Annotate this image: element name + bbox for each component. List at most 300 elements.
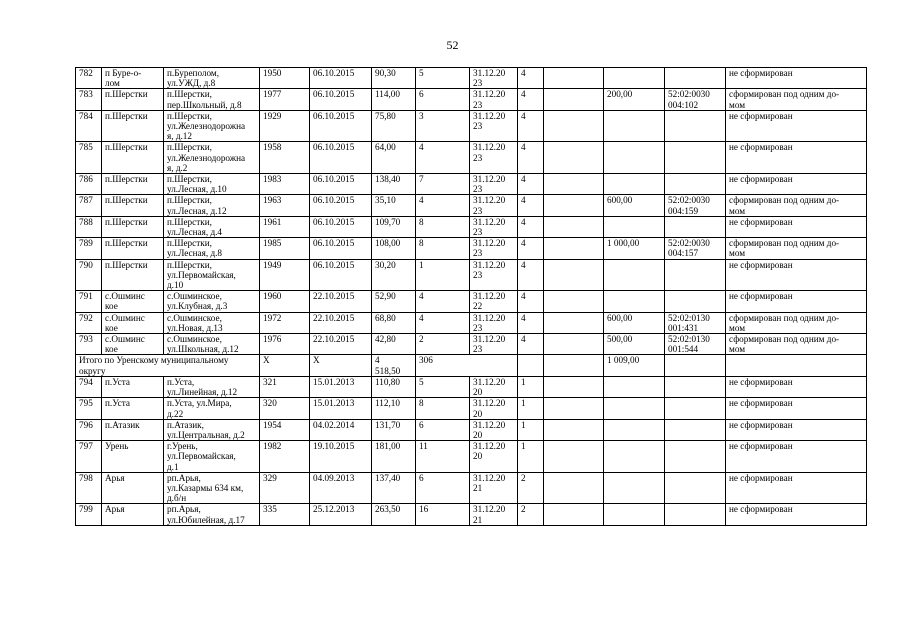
status-cell bbox=[726, 355, 867, 376]
stage-cell: 4 bbox=[518, 174, 544, 195]
term-cell-line: 31.12.20 bbox=[473, 216, 506, 227]
address-cell-line: пер.Школьный, д.8 bbox=[167, 99, 242, 110]
term-cell-line: 31.12.20 bbox=[473, 142, 506, 153]
address-cell-line: ул.Железнодорожна bbox=[167, 121, 246, 132]
date-cell: 06.10.2015 bbox=[310, 142, 372, 174]
term-cell-line: 31.12.20 bbox=[473, 376, 506, 387]
address-cell-line: ул.УЖД, д.8 bbox=[167, 78, 216, 89]
term-cell-line: 21 bbox=[473, 514, 483, 525]
cost-cell bbox=[604, 419, 665, 440]
term-cell-line: 23 bbox=[473, 322, 483, 333]
locality-cell bbox=[102, 398, 164, 419]
term-cell bbox=[470, 334, 518, 355]
area-cell: 90,30 bbox=[372, 68, 416, 89]
status-cell bbox=[726, 142, 867, 174]
total-label-cell-line: Итого по Уренскому муниципальному bbox=[79, 355, 229, 366]
address-cell bbox=[164, 472, 260, 504]
row-number-cell: 793 bbox=[76, 334, 102, 355]
cost-cell bbox=[604, 68, 665, 89]
area-cell: 110,80 bbox=[372, 376, 416, 397]
table-row bbox=[76, 89, 867, 110]
locality-cell bbox=[102, 238, 164, 259]
date-cell: 22.10.2015 bbox=[310, 334, 372, 355]
cadastral-cell-line: 001:431 bbox=[668, 322, 699, 333]
address-cell bbox=[164, 398, 260, 419]
total-label-cell bbox=[76, 355, 260, 376]
empty-cell bbox=[544, 68, 604, 89]
year-cell: 1950 bbox=[260, 68, 310, 89]
row-number-cell: 795 bbox=[76, 398, 102, 419]
table-row bbox=[76, 68, 867, 89]
stage-cell: 4 bbox=[518, 195, 544, 216]
address-cell-line: д.10 bbox=[167, 280, 184, 291]
address-cell-line: п.Атазик, bbox=[167, 419, 204, 430]
area-cell: 138,40 bbox=[372, 174, 416, 195]
term-cell bbox=[470, 376, 518, 397]
persons-cell: 6 bbox=[416, 472, 470, 504]
persons-cell: 1 bbox=[416, 259, 470, 291]
row-number-cell: 788 bbox=[76, 216, 102, 237]
cadastral-cell-line: 52:02:0030 bbox=[668, 238, 710, 249]
term-cell-line: 31.12.20 bbox=[473, 259, 506, 270]
year-cell: 1929 bbox=[260, 110, 310, 142]
persons-cell: 7 bbox=[416, 174, 470, 195]
area-cell: 68,80 bbox=[372, 312, 416, 333]
date-cell: 06.10.2015 bbox=[310, 68, 372, 89]
area-cell: 109,70 bbox=[372, 216, 416, 237]
locality-cell-line: п.Шерстки bbox=[105, 110, 148, 121]
status-cell-line: не сформирован bbox=[729, 419, 793, 430]
cadastral-cell bbox=[665, 441, 726, 473]
persons-cell: 11 bbox=[416, 441, 470, 473]
term-cell-line: 20 bbox=[473, 408, 483, 419]
empty-cell bbox=[544, 174, 604, 195]
area-cell: 114,00 bbox=[372, 89, 416, 110]
address-cell-line: п.Шерстки, bbox=[167, 142, 212, 153]
address-cell bbox=[164, 142, 260, 174]
year-cell: 335 bbox=[260, 504, 310, 525]
term-cell-line: 31.12.20 bbox=[473, 334, 506, 345]
table-row bbox=[76, 238, 867, 259]
cost-cell bbox=[604, 174, 665, 195]
status-cell bbox=[726, 334, 867, 355]
table-row bbox=[76, 142, 867, 174]
term-cell-line: 21 bbox=[473, 482, 483, 493]
term-cell-line: 23 bbox=[473, 78, 483, 89]
status-cell bbox=[726, 259, 867, 291]
cadastral-cell bbox=[665, 376, 726, 397]
status-cell-line: сформирован под одним до- bbox=[729, 334, 840, 345]
term-cell-line: 31.12.20 bbox=[473, 195, 506, 206]
term-cell-line: 23 bbox=[473, 121, 483, 132]
locality-cell-line: Арья bbox=[105, 472, 125, 483]
empty-cell bbox=[544, 259, 604, 291]
term-cell-line: 31.12.20 bbox=[473, 174, 506, 185]
term-cell-line: 31.12.20 bbox=[473, 291, 506, 302]
status-cell-line: мом bbox=[729, 344, 746, 355]
cadastral-cell bbox=[665, 291, 726, 312]
date-cell: 06.10.2015 bbox=[310, 110, 372, 142]
locality-cell bbox=[102, 68, 164, 89]
locality-cell bbox=[102, 419, 164, 440]
address-cell-line: ул.Линейная, д.12 bbox=[167, 387, 238, 398]
date-cell: 22.10.2015 bbox=[310, 291, 372, 312]
address-cell-line: ул.Первомайская, bbox=[167, 269, 236, 280]
term-cell bbox=[470, 174, 518, 195]
date-cell: 06.10.2015 bbox=[310, 238, 372, 259]
date-cell: 06.10.2015 bbox=[310, 195, 372, 216]
address-cell-line: п.Шерстки, bbox=[167, 174, 212, 185]
address-cell-line: с.Ошминское, bbox=[167, 334, 222, 345]
term-cell bbox=[470, 441, 518, 473]
housing-register-table bbox=[75, 67, 867, 526]
date-cell: 22.10.2015 bbox=[310, 312, 372, 333]
address-cell-line: ул.Лесная, д.8 bbox=[167, 248, 223, 259]
locality-cell-line: п.Атазик bbox=[105, 419, 140, 430]
address-cell-line: п.Уста, bbox=[167, 376, 195, 387]
area-cell: 181,00 bbox=[372, 441, 416, 473]
address-cell bbox=[164, 238, 260, 259]
cost-cell bbox=[604, 504, 665, 525]
address-cell bbox=[164, 110, 260, 142]
term-cell bbox=[470, 419, 518, 440]
table-row bbox=[76, 504, 867, 525]
cost-cell bbox=[604, 441, 665, 473]
status-cell bbox=[726, 238, 867, 259]
locality-cell-line: кое bbox=[105, 344, 118, 355]
cadastral-cell bbox=[665, 142, 726, 174]
row-number-cell: 797 bbox=[76, 441, 102, 473]
table-row bbox=[76, 398, 867, 419]
year-cell: 1982 bbox=[260, 441, 310, 473]
stage-cell: 4 bbox=[518, 89, 544, 110]
term-cell-line: 20 bbox=[473, 387, 483, 398]
cadastral-cell bbox=[665, 68, 726, 89]
status-cell-line: не сформирован bbox=[729, 376, 793, 387]
area-cell: 42,80 bbox=[372, 334, 416, 355]
persons-cell: 5 bbox=[416, 376, 470, 397]
term-cell bbox=[470, 195, 518, 216]
locality-cell bbox=[102, 312, 164, 333]
status-cell-line: мом bbox=[729, 205, 746, 216]
term-cell-line: 31.12.20 bbox=[473, 312, 506, 323]
locality-cell-line: с.Ошминс bbox=[105, 334, 145, 345]
empty-cell bbox=[544, 419, 604, 440]
address-cell-line: ул.Лесная, д.4 bbox=[167, 227, 223, 238]
locality-cell bbox=[102, 174, 164, 195]
status-cell bbox=[726, 312, 867, 333]
address-cell-line: п.Буреполом, bbox=[167, 68, 220, 78]
cadastral-cell bbox=[665, 110, 726, 142]
row-number-cell: 796 bbox=[76, 419, 102, 440]
year-cell: 1961 bbox=[260, 216, 310, 237]
area-cell bbox=[372, 355, 416, 376]
status-cell-line: мом bbox=[729, 248, 746, 259]
stage-cell: 4 bbox=[518, 68, 544, 89]
empty-cell bbox=[544, 110, 604, 142]
persons-cell: 2 bbox=[416, 334, 470, 355]
locality-cell-line: лом bbox=[105, 78, 120, 89]
date-cell: 04.09.2013 bbox=[310, 472, 372, 504]
locality-cell-line: с.Ошминс bbox=[105, 291, 145, 302]
page-number: 52 bbox=[446, 38, 459, 52]
locality-cell-line: п.Шерстки bbox=[105, 89, 148, 100]
table-row bbox=[76, 259, 867, 291]
status-cell-line: не сформирован bbox=[729, 174, 793, 185]
year-cell: 1977 bbox=[260, 89, 310, 110]
status-cell bbox=[726, 376, 867, 397]
row-number-cell: 783 bbox=[76, 89, 102, 110]
locality-cell-line: Урень bbox=[105, 441, 129, 452]
stage-cell: 4 bbox=[518, 238, 544, 259]
address-cell-line: я, д.12 bbox=[167, 131, 192, 142]
locality-cell-line: п.Шерстки bbox=[105, 195, 148, 206]
term-cell bbox=[470, 216, 518, 237]
term-cell-line: 23 bbox=[473, 152, 483, 163]
status-cell bbox=[726, 472, 867, 504]
date-cell: 19.10.2015 bbox=[310, 441, 372, 473]
area-cell: 112,10 bbox=[372, 398, 416, 419]
persons-cell: 5 bbox=[416, 68, 470, 89]
year-cell: 1960 bbox=[260, 291, 310, 312]
date-cell: 25.12.2013 bbox=[310, 504, 372, 525]
address-cell bbox=[164, 174, 260, 195]
persons-cell: 3 bbox=[416, 110, 470, 142]
cost-cell bbox=[604, 291, 665, 312]
term-cell bbox=[470, 398, 518, 419]
locality-cell bbox=[102, 376, 164, 397]
address-cell-line: ул.Школьная, д.12 bbox=[167, 344, 239, 355]
stage-cell: 4 bbox=[518, 216, 544, 237]
status-cell-line: мом bbox=[729, 322, 746, 333]
table-row bbox=[76, 174, 867, 195]
address-cell-line: п.Шерстки, bbox=[167, 216, 212, 227]
status-cell-line: не сформирован bbox=[729, 472, 793, 483]
term-cell bbox=[470, 472, 518, 504]
locality-cell bbox=[102, 504, 164, 525]
term-cell-line: 23 bbox=[473, 184, 483, 195]
stage-cell: 1 bbox=[518, 398, 544, 419]
address-cell-line: п.Шерстки, bbox=[167, 89, 212, 100]
term-cell-line: 31.12.20 bbox=[473, 441, 506, 452]
address-cell-line: ул.Казармы 634 км, bbox=[167, 482, 244, 493]
term-cell bbox=[470, 110, 518, 142]
address-cell bbox=[164, 68, 260, 89]
area-cell-line: 4 bbox=[375, 355, 380, 366]
row-number-cell: 784 bbox=[76, 110, 102, 142]
status-cell-line: мом bbox=[729, 99, 746, 110]
locality-cell bbox=[102, 472, 164, 504]
cadastral-cell bbox=[665, 174, 726, 195]
cadastral-cell-line: 004:159 bbox=[668, 205, 699, 216]
row-number-cell: 798 bbox=[76, 472, 102, 504]
status-cell bbox=[726, 441, 867, 473]
area-cell: 75,80 bbox=[372, 110, 416, 142]
stage-cell: 4 bbox=[518, 291, 544, 312]
address-cell-line: д.22 bbox=[167, 408, 184, 419]
stage-cell: 4 bbox=[518, 142, 544, 174]
address-cell-line: ул.Новая, д.13 bbox=[167, 322, 223, 333]
row-number-cell: 799 bbox=[76, 504, 102, 525]
term-cell-line: 20 bbox=[473, 451, 483, 462]
address-cell bbox=[164, 334, 260, 355]
stage-cell: 1 bbox=[518, 419, 544, 440]
address-cell-line: ул.Первомайская, bbox=[167, 451, 236, 462]
status-cell-line: не сформирован bbox=[729, 291, 793, 302]
table-row bbox=[76, 110, 867, 142]
cadastral-cell-line: 52:02:0130 bbox=[668, 334, 710, 345]
empty-cell bbox=[544, 398, 604, 419]
persons-cell: 16 bbox=[416, 504, 470, 525]
stage-cell: 2 bbox=[518, 504, 544, 525]
locality-cell-line: п.Шерстки bbox=[105, 174, 148, 185]
address-cell bbox=[164, 195, 260, 216]
status-cell-line: сформирован под одним до- bbox=[729, 195, 840, 206]
row-number-cell: 791 bbox=[76, 291, 102, 312]
cadastral-cell bbox=[665, 238, 726, 259]
area-cell: 30,20 bbox=[372, 259, 416, 291]
year-cell: 1985 bbox=[260, 238, 310, 259]
persons-cell: 4 bbox=[416, 195, 470, 216]
term-cell-line: 31.12.20 bbox=[473, 472, 506, 483]
row-number-cell: 794 bbox=[76, 376, 102, 397]
term-cell bbox=[470, 142, 518, 174]
table-row bbox=[76, 419, 867, 440]
locality-cell bbox=[102, 195, 164, 216]
total-row bbox=[76, 355, 867, 376]
status-cell-line: сформирован под одним до- bbox=[729, 89, 840, 100]
address-cell-line: п.Шерстки, bbox=[167, 110, 212, 121]
term-cell bbox=[470, 89, 518, 110]
year-cell: X bbox=[260, 355, 310, 376]
locality-cell-line: п.Уста bbox=[105, 376, 130, 387]
status-cell bbox=[726, 89, 867, 110]
locality-cell-line: п.Шерстки bbox=[105, 238, 148, 249]
term-cell-line: 31.12.20 bbox=[473, 110, 506, 121]
status-cell-line: не сформирован bbox=[729, 504, 793, 515]
locality-cell bbox=[102, 441, 164, 473]
cost-cell: 500,00 bbox=[604, 334, 665, 355]
address-cell bbox=[164, 376, 260, 397]
address-cell-line: ул.Железнодорожна bbox=[167, 152, 246, 163]
term-cell-line: 31.12.20 bbox=[473, 419, 506, 430]
cadastral-cell-line: 001:544 bbox=[668, 344, 699, 355]
status-cell bbox=[726, 110, 867, 142]
locality-cell bbox=[102, 110, 164, 142]
address-cell bbox=[164, 89, 260, 110]
term-cell bbox=[470, 68, 518, 89]
address-cell bbox=[164, 441, 260, 473]
locality-cell bbox=[102, 334, 164, 355]
address-cell bbox=[164, 312, 260, 333]
locality-cell-line: кое bbox=[105, 301, 118, 312]
term-cell bbox=[470, 291, 518, 312]
persons-cell: 8 bbox=[416, 238, 470, 259]
empty-cell bbox=[544, 216, 604, 237]
area-cell-line: 518,50 bbox=[375, 365, 401, 376]
cadastral-cell bbox=[665, 89, 726, 110]
term-cell-line: 31.12.20 bbox=[473, 89, 506, 100]
cadastral-cell-line: 52:02:0030 bbox=[668, 195, 710, 206]
cost-cell: 200,00 bbox=[604, 89, 665, 110]
locality-cell-line: с.Ошминс bbox=[105, 312, 145, 323]
cadastral-cell-line: 004:157 bbox=[668, 248, 699, 259]
status-cell bbox=[726, 419, 867, 440]
term-cell bbox=[470, 259, 518, 291]
year-cell: 1976 bbox=[260, 334, 310, 355]
status-cell-line: не сформирован bbox=[729, 216, 793, 227]
term-cell-line: 31.12.20 bbox=[473, 68, 506, 78]
term-cell-line: 23 bbox=[473, 227, 483, 238]
row-number-cell: 786 bbox=[76, 174, 102, 195]
cadastral-cell bbox=[665, 312, 726, 333]
year-cell: 329 bbox=[260, 472, 310, 504]
row-number-cell: 792 bbox=[76, 312, 102, 333]
address-cell-line: п.Шерстки, bbox=[167, 259, 212, 270]
address-cell bbox=[164, 216, 260, 237]
term-cell bbox=[470, 238, 518, 259]
total-label-cell-line: округу bbox=[79, 365, 106, 376]
address-cell-line: ул.Юбилейная, д.17 bbox=[167, 514, 245, 525]
address-cell-line: ул.Клубная, д.3 bbox=[167, 301, 228, 312]
persons-cell: 306 bbox=[416, 355, 518, 376]
locality-cell-line: п Буре-о- bbox=[105, 68, 142, 78]
year-cell: 320 bbox=[260, 398, 310, 419]
empty-cell bbox=[544, 195, 604, 216]
cadastral-cell bbox=[665, 419, 726, 440]
address-cell bbox=[164, 419, 260, 440]
year-cell: 1958 bbox=[260, 142, 310, 174]
cost-cell bbox=[604, 398, 665, 419]
address-cell-line: с.Ошминское, bbox=[167, 312, 222, 323]
date-cell: 04.02.2014 bbox=[310, 419, 372, 440]
date-cell: 06.10.2015 bbox=[310, 89, 372, 110]
locality-cell-line: п.Шерстки bbox=[105, 142, 148, 153]
address-cell-line: рп.Арья, bbox=[167, 504, 201, 515]
year-cell: 321 bbox=[260, 376, 310, 397]
term-cell-line: 31.12.20 bbox=[473, 504, 506, 515]
year-cell: 1963 bbox=[260, 195, 310, 216]
persons-cell: 4 bbox=[416, 291, 470, 312]
year-cell: 1972 bbox=[260, 312, 310, 333]
stage-cell bbox=[518, 355, 544, 376]
locality-cell-line: п.Шерстки bbox=[105, 216, 148, 227]
status-cell-line: сформирован под одним до- bbox=[729, 238, 840, 249]
area-cell: 108,00 bbox=[372, 238, 416, 259]
term-cell-line: 23 bbox=[473, 99, 483, 110]
cadastral-cell bbox=[665, 355, 726, 376]
cost-cell bbox=[604, 259, 665, 291]
term-cell-line: 23 bbox=[473, 205, 483, 216]
cadastral-cell bbox=[665, 334, 726, 355]
area-cell: 35,10 bbox=[372, 195, 416, 216]
cadastral-cell-line: 52:02:0130 bbox=[668, 312, 710, 323]
empty-cell bbox=[544, 376, 604, 397]
table-row bbox=[76, 291, 867, 312]
status-cell bbox=[726, 195, 867, 216]
address-cell-line: д.б/н bbox=[167, 493, 187, 504]
row-number-cell: 789 bbox=[76, 238, 102, 259]
address-cell-line: ул.Центральная, д.2 bbox=[167, 429, 245, 440]
empty-cell bbox=[544, 312, 604, 333]
term-cell-line: 23 bbox=[473, 344, 483, 355]
status-cell bbox=[726, 216, 867, 237]
persons-cell: 8 bbox=[416, 398, 470, 419]
row-number-cell: 790 bbox=[76, 259, 102, 291]
table-row bbox=[76, 334, 867, 355]
locality-cell-line: п.Шерстки bbox=[105, 259, 148, 270]
cadastral-cell bbox=[665, 216, 726, 237]
